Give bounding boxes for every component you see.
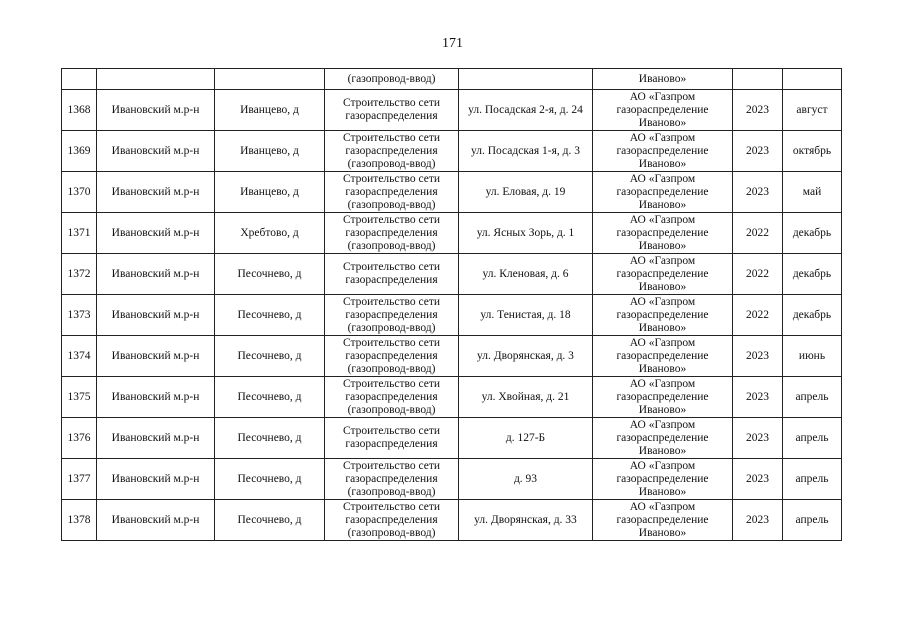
cell-object: Строительство сети газораспределения (газопровод-ввод) xyxy=(325,213,459,254)
continuation-row xyxy=(62,69,842,90)
cell-address: ул. Ясных Зорь, д. 1 xyxy=(459,213,593,254)
cell-month: октябрь xyxy=(783,131,842,172)
cell-object: Строительство сети газораспределения (газопровод-ввод) xyxy=(325,131,459,172)
cell-locality: Песочнево, д xyxy=(215,295,325,336)
cell-district: Ивановский м.р-н xyxy=(97,172,215,213)
cell-num: 1369 xyxy=(62,131,97,172)
cell-month: апрель xyxy=(783,377,842,418)
cell-object: (газопровод-ввод) xyxy=(325,69,459,90)
cell-address: д. 127-Б xyxy=(459,418,593,459)
gas-network-table xyxy=(61,68,842,541)
cell-object: Строительство сети газораспределения xyxy=(325,254,459,295)
cell-year: 2023 xyxy=(733,377,783,418)
cell-object: Строительство сети газораспределения (газопровод-ввод) xyxy=(325,459,459,500)
cell-year: 2022 xyxy=(733,213,783,254)
cell-year: 2022 xyxy=(733,295,783,336)
cell-locality: Иванцево, д xyxy=(215,90,325,131)
cell-locality: Песочнево, д xyxy=(215,377,325,418)
cell-address: ул. Хвойная, д. 21 xyxy=(459,377,593,418)
cell-district: Ивановский м.р-н xyxy=(97,418,215,459)
cell-num: 1377 xyxy=(62,459,97,500)
cell-year: 2023 xyxy=(733,336,783,377)
cell-organization: АО «Газпром газораспределение Иваново» xyxy=(593,336,733,377)
cell-locality: Песочнево, д xyxy=(215,459,325,500)
table-row xyxy=(62,418,842,459)
cell-district: Ивановский м.р-н xyxy=(97,90,215,131)
cell-locality: Песочнево, д xyxy=(215,500,325,541)
cell-locality: Иванцево, д xyxy=(215,172,325,213)
cell-address: ул. Посадская 2-я, д. 24 xyxy=(459,90,593,131)
page-number: 171 xyxy=(442,36,463,51)
table-row xyxy=(62,254,842,295)
cell-month: декабрь xyxy=(783,295,842,336)
cell-year xyxy=(733,69,783,90)
cell-object: Строительство сети газораспределения (газопровод-ввод) xyxy=(325,172,459,213)
cell-organization: АО «Газпром газораспределение Иваново» xyxy=(593,295,733,336)
cell-num: 1372 xyxy=(62,254,97,295)
cell-locality: Песочнево, д xyxy=(215,254,325,295)
cell-num: 1374 xyxy=(62,336,97,377)
table-row xyxy=(62,500,842,541)
cell-year: 2023 xyxy=(733,131,783,172)
cell-district: Ивановский м.р-н xyxy=(97,254,215,295)
cell-address: ул. Дворянская, д. 3 xyxy=(459,336,593,377)
cell-district: Ивановский м.р-н xyxy=(97,500,215,541)
table-row xyxy=(62,172,842,213)
cell-month: август xyxy=(783,90,842,131)
cell-month: апрель xyxy=(783,459,842,500)
cell-address: ул. Кленовая, д. 6 xyxy=(459,254,593,295)
cell-month: декабрь xyxy=(783,254,842,295)
cell-locality xyxy=(215,69,325,90)
cell-organization: АО «Газпром газораспределение Иваново» xyxy=(593,90,733,131)
cell-object: Строительство сети газораспределения (газопровод-ввод) xyxy=(325,377,459,418)
cell-organization: АО «Газпром газораспределение Иваново» xyxy=(593,377,733,418)
cell-district: Ивановский м.р-н xyxy=(97,336,215,377)
cell-locality: Песочнево, д xyxy=(215,336,325,377)
cell-year: 2023 xyxy=(733,500,783,541)
cell-year: 2023 xyxy=(733,90,783,131)
cell-organization: АО «Газпром газораспределение Иваново» xyxy=(593,254,733,295)
cell-num: 1373 xyxy=(62,295,97,336)
table-row xyxy=(62,131,842,172)
cell-year: 2022 xyxy=(733,254,783,295)
cell-object: Строительство сети газораспределения (газопровод-ввод) xyxy=(325,295,459,336)
cell-month xyxy=(783,69,842,90)
cell-month: апрель xyxy=(783,500,842,541)
table-row xyxy=(62,459,842,500)
table-row xyxy=(62,295,842,336)
cell-address xyxy=(459,69,593,90)
cell-object: Строительство сети газораспределения xyxy=(325,418,459,459)
cell-district: Ивановский м.р-н xyxy=(97,459,215,500)
cell-year: 2023 xyxy=(733,172,783,213)
cell-object: Строительство сети газораспределения (газопровод-ввод) xyxy=(325,500,459,541)
cell-num: 1376 xyxy=(62,418,97,459)
cell-year: 2023 xyxy=(733,418,783,459)
cell-address: ул. Посадская 1-я, д. 3 xyxy=(459,131,593,172)
cell-month: май xyxy=(783,172,842,213)
cell-num: 1368 xyxy=(62,90,97,131)
cell-num: 1375 xyxy=(62,377,97,418)
cell-organization: АО «Газпром газораспределение Иваново» xyxy=(593,500,733,541)
cell-district: Ивановский м.р-н xyxy=(97,377,215,418)
table-row xyxy=(62,377,842,418)
cell-locality: Песочнево, д xyxy=(215,418,325,459)
table-row xyxy=(62,336,842,377)
cell-month: апрель xyxy=(783,418,842,459)
cell-num: 1371 xyxy=(62,213,97,254)
cell-year: 2023 xyxy=(733,459,783,500)
cell-locality: Хребтово, д xyxy=(215,213,325,254)
cell-month: декабрь xyxy=(783,213,842,254)
cell-num xyxy=(62,69,97,90)
cell-address: д. 93 xyxy=(459,459,593,500)
cell-organization: АО «Газпром газораспределение Иваново» xyxy=(593,172,733,213)
cell-organization: Иваново» xyxy=(593,69,733,90)
cell-month: июнь xyxy=(783,336,842,377)
cell-address: ул. Еловая, д. 19 xyxy=(459,172,593,213)
cell-organization: АО «Газпром газораспределение Иваново» xyxy=(593,418,733,459)
cell-district xyxy=(97,69,215,90)
table-row xyxy=(62,90,842,131)
cell-object: Строительство сети газораспределения xyxy=(325,90,459,131)
cell-num: 1378 xyxy=(62,500,97,541)
cell-object: Строительство сети газораспределения (газопровод-ввод) xyxy=(325,336,459,377)
table-row xyxy=(62,213,842,254)
cell-organization: АО «Газпром газораспределение Иваново» xyxy=(593,213,733,254)
cell-organization: АО «Газпром газораспределение Иваново» xyxy=(593,131,733,172)
cell-num: 1370 xyxy=(62,172,97,213)
cell-address: ул. Тенистая, д. 18 xyxy=(459,295,593,336)
cell-district: Ивановский м.р-н xyxy=(97,131,215,172)
cell-district: Ивановский м.р-н xyxy=(97,295,215,336)
cell-locality: Иванцево, д xyxy=(215,131,325,172)
cell-organization: АО «Газпром газораспределение Иваново» xyxy=(593,459,733,500)
cell-address: ул. Дворянская, д. 33 xyxy=(459,500,593,541)
cell-district: Ивановский м.р-н xyxy=(97,213,215,254)
